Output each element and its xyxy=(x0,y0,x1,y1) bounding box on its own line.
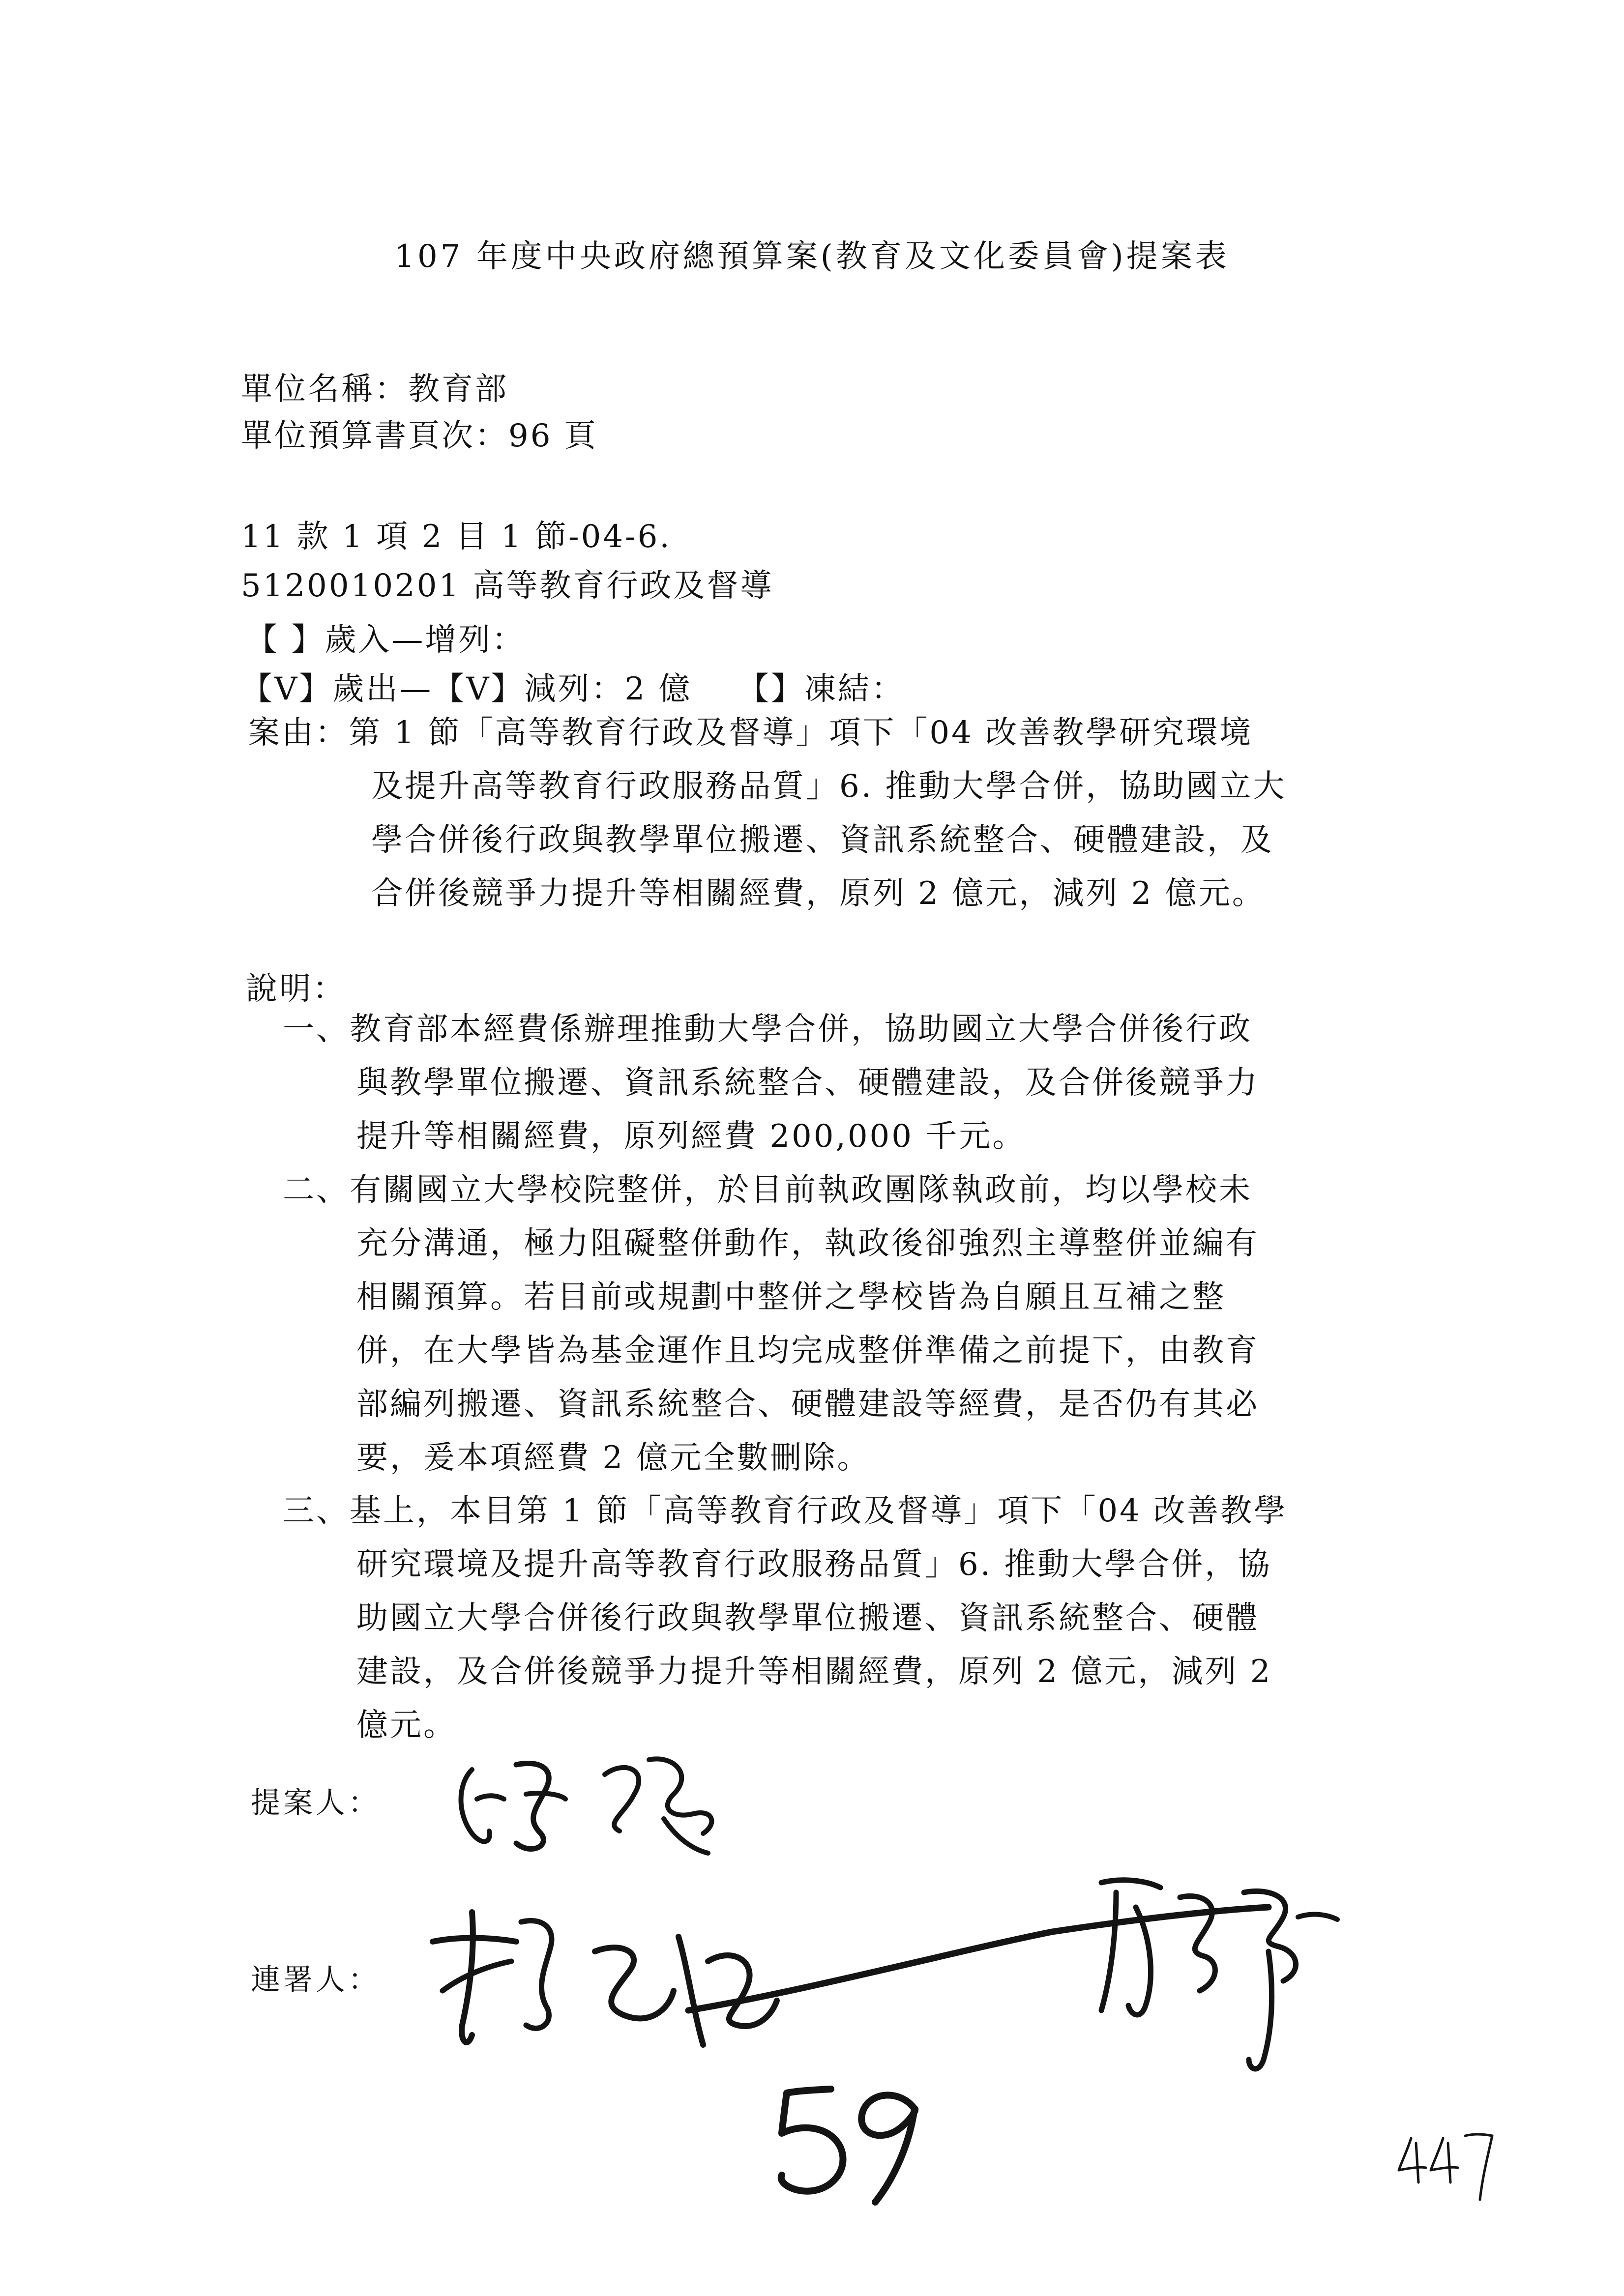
case-line: 學合併後行政與教學單位搬遷、資訊系統整合、硬體建設，及 xyxy=(371,822,1274,858)
point-line: 提升等相關經費，原列經費 200,000 千元。 xyxy=(356,1118,1026,1155)
document-title: 107 年度中央政府總預算案(教育及文化委員會)提案表 xyxy=(394,238,1230,275)
explanation-point-2 xyxy=(283,1163,1259,1485)
proposer-label: 提案人： xyxy=(251,1786,381,1820)
point-line: 助國立大學合併後行政與教學單位搬遷、資訊系統整合、硬體 xyxy=(356,1600,1259,1636)
explanation-point-3 xyxy=(283,1484,1287,1752)
budget-page: 單位預算書頁次：96 頁 xyxy=(241,418,598,454)
explanation-heading: 說明： xyxy=(246,971,346,1007)
point-line: 億元。 xyxy=(356,1707,457,1744)
expense-line: 【V】歲出—【V】減列：2 億 【】凍結： xyxy=(241,671,905,707)
point-line: 一、教育部本經費係辦理推動大學合併，協助國立大學合併後行政 xyxy=(283,1011,1252,1047)
cosigner-signature xyxy=(413,1863,1416,2089)
budget-code: 11 款 1 項 2 目 1 節-04-6. xyxy=(241,519,672,555)
case-reason xyxy=(248,706,1286,921)
point-line: 與教學單位搬遷、資訊系統整合、硬體建設，及合併後競爭力 xyxy=(356,1065,1259,1101)
unit-name: 單位名稱：教育部 xyxy=(241,371,508,407)
case-line: 合併後競爭力提升等相關經費，原列 2 億元，減列 2 億元。 xyxy=(371,875,1266,912)
point-line: 二、有關國立大學校院整併，於目前執政團隊執政前，均以學校未 xyxy=(283,1172,1252,1208)
proposer-signature xyxy=(443,1740,787,1868)
explanation-point-1 xyxy=(283,1003,1259,1163)
page-number-handwritten xyxy=(772,2079,934,2207)
program-name: 5120010201 高等教育行政及督導 xyxy=(241,568,774,604)
point-line: 併，在大學皆為基金運作且均完成整併準備之前提下，由教育 xyxy=(356,1333,1259,1369)
case-line: 及提升高等教育行政服務品質」6. 推動大學合併，協助國立大 xyxy=(371,768,1287,805)
corner-number-handwritten xyxy=(1396,2128,1495,2202)
cosigner-label: 連署人： xyxy=(251,1963,381,1997)
case-line: 案由：第 1 節「高等教育行政及督導」項下「04 改善教學研究環境 xyxy=(248,715,1253,751)
point-line: 相關預算。若目前或規劃中整併之學校皆為自願且互補之整 xyxy=(356,1279,1226,1315)
point-line: 建設，及合併後競爭力提升等相關經費，原列 2 億元，減列 2 xyxy=(356,1654,1272,1690)
point-line: 三、基上，本目第 1 節「高等教育行政及督導」項下「04 改善教學 xyxy=(283,1493,1288,1529)
point-line: 充分溝通，極力阻礙整併動作，執政後卻強烈主導整併並編有 xyxy=(356,1225,1259,1262)
revenue-line: 【 】歲入—增列： xyxy=(246,622,526,658)
point-line: 部編列搬遷、資訊系統整合、硬體建設等經費，是否仍有其必 xyxy=(356,1386,1259,1423)
point-line: 研究環境及提升高等教育行政服務品質」6. 推動大學合併，協 xyxy=(356,1546,1272,1583)
point-line: 要，爰本項經費 2 億元全數刪除。 xyxy=(356,1440,871,1476)
